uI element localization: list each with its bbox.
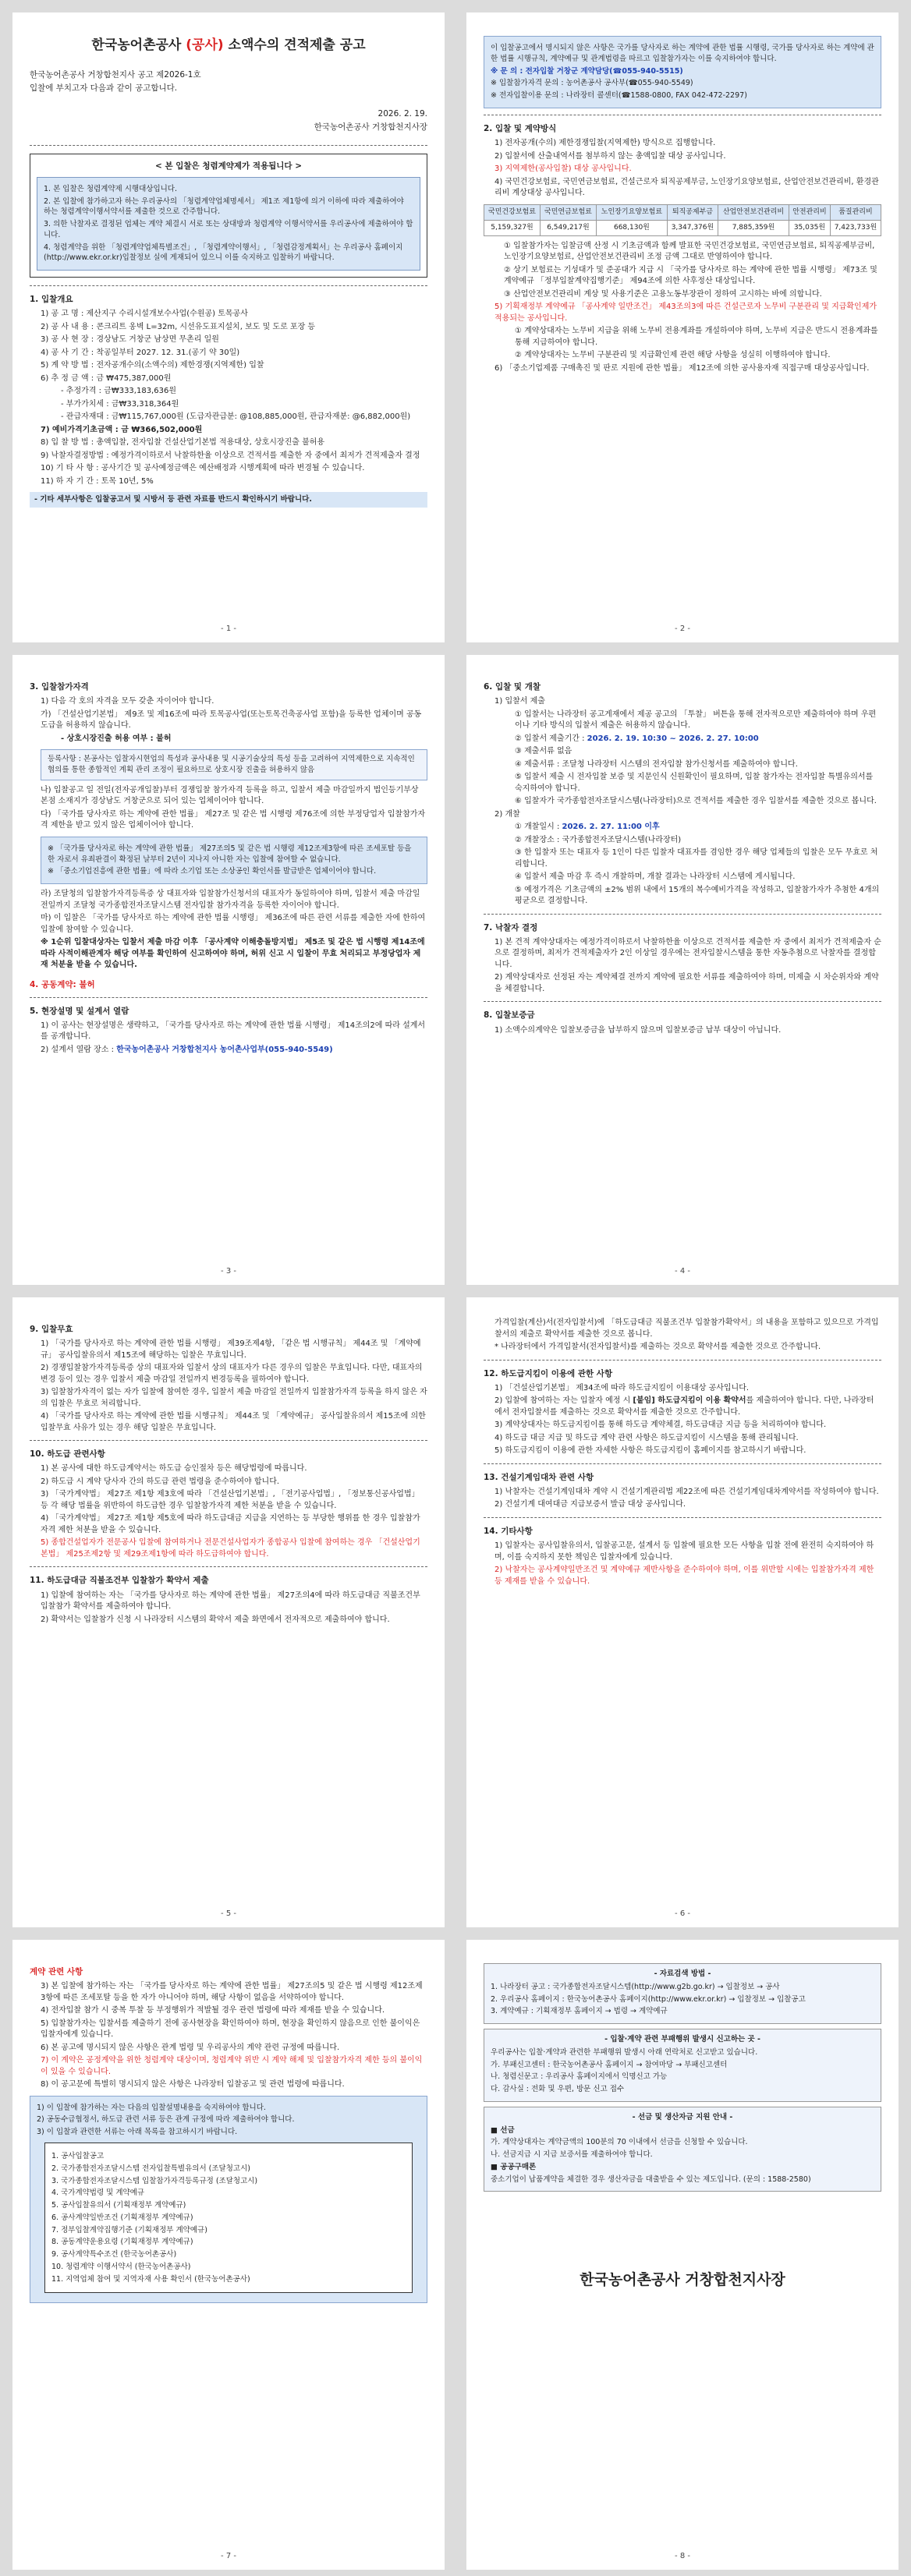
document-list-box: 1) 이 입찰에 참가하는 자는 다음의 입찰설명내용을 숙지하여야 합니다. 2) 공동수급협정서, 하도급 관련 서류 등은 관계 규정에 따라 제출하여야 합니다. 3) 이 입찰과 관련한 서류는 아래 목록을 참고하시기 바랍니다. 1. 공사입찰공고 2. 국가종합전자조달시스템 전자입찰특별유의서 (조달청고시) 3. 국가종합전자조달시스템 입찰참가자격등록규정 (조달청고시) 4. 국가계약법령 및 계약예규 5. 공사입찰유의서 (기획재정부 계약예규) 6. 공사계약일반조건 (기획재정부 계약예규) 7. 정부입찰계약집행기준 (기획재정부 계약예규) 8. 공동계약운용요령 (기획재정부 계약예규) 9. 공사계약특수조건 (한국농어촌공사) 10. 청렴계약 이행서약서 (한국농어촌공사) 11. 지역업체 참여 및 지역자재 사용 확인서 (한국농어촌공사) bbox=[30, 2096, 427, 2304]
section-heading: 10. 하도급 관련사항 bbox=[30, 1449, 105, 1460]
reference-box: - 자료검색 방법 - 1. 나라장터 공고 : 국가종합전자조달시스템(http://www.g2b.go.kr) → 입찰정보 → 공사 2. 우리공사 홈페이지 : 한국농어촌공사 홈페이지(http://www.ekr.or.kr) → 입찰정보 → 입찰공고 3. 계약예규 : 기획재정부 홈페이지 → 법령 → 계약예규 bbox=[484, 1963, 881, 2024]
page-number: - 6 - bbox=[675, 1909, 690, 1918]
notice-intro: 입찰에 부치고자 다음과 같이 공고합니다. bbox=[30, 83, 178, 93]
section-heading: 6. 입찰 및 개찰 bbox=[484, 682, 541, 692]
page-1: 한국농어촌공사 (공사) 소액수의 견적제출 공고 한국농어촌공사 거창합천지사 공고 제2026-1호 입찰에 부치고자 다음과 같이 공고합니다. 2026. 2. 19. 한국농어촌공사 거창합천지사장 < 본 입찰은 청렴계약제가 적용됩니다 > 1. 본 입찰은 청렴계약제 시행대상입니다. 2. 본 입찰에 참가하고자 하는 우리공사의 「청렴계약업체명세서」 제1조 제1항에 의거 이하에 따라 제출하여야 하는 청렴계약이행서약서를 제출한 것으로 간주합니다. 3. 의한 낙찰자로 결정된 업체는 계약 체결시 서로 또는 상대방과 청렴계약 이행서약서를 우리공사에 제출하여야 합니다. 4. 청렴계약을 위한 「청렴계약업체특별조건」, 「청렴계약이행서」, 「청렴감정계획서」는 우리공사 홈페이지(http://www.ekr.or.kr)입찰정보 실에 게재되어 있으니 이를 숙지하고 입찰하기 바랍니다. 1. 입찰개요 1) 공 고 명 : 제산지구 수리시설개보수사업(수원공) 토목공사 2) 공 사 내 용 : 콘크리트 옹벽 L=32m, 시선유도표지설치, 보도 및 도로 포장 등 3) 공 사 현 장 : 경상남도 거창군 남상면 무촌리 일원 4) 공 사 기 간 : 착공일부터 2027. 12. 31.(공기 약 30일) 5) 계 약 방 법 : 전자공개수의(소액수의) 제한경쟁(지역제한) 입찰 6) 추 정 금 액 : 금 ₩475,387,000원 - 추정가격 : 금₩333,183,636원 - 부가가치세 : 금₩33,318,364원 - 관급자재대 : 금₩115,767,000원 (도급자관급분: @108,885,000원, 관급자재분: @6,882,000원) 7) 예비가격기초금액 : 금 ₩366,502,000원 8) 입 찰 방 법 : 총액입찰, 전자입찰 건설산업기본법 적용대상, 상호시장진출 불허용 9) 낙찰자결정방법 : 예정가격이하로서 낙찰하한율 이상으로 견적서를 제출한 자 중에서 최저가 견적제출자 결정 10) 기 타 사 항 : 공사기간 및 공사예정금액은 예산배정과 시행계획에 따라 변경될 수 있습니다. 11) 하 자 기 간 : 토목 10년, 5% - 기타 세부사항은 입찰공고서 및 시방서 등 관련 자료를 반드시 확인하시기 바랍니다. - 1 - bbox=[12, 12, 445, 642]
page-4: 6. 입찰 및 개찰 1) 입찰서 제출 ① 입찰서는 나라장터 공고게재에서 제공 공고의 「투찰」 버튼을 통해 전자적으로만 제출하여야 하며 우편이나 기타 방식의 입찰서 제출은 허용하지 않습니다. ② 입찰서 제출기간 : 2026. 2. 19. 10:30 ~ 2026. 2. 27. 10:00 ③ 제출서류 없음 ④ 제출서류 : 조달청 나라장터 시스템의 전자입찰 참가신청서를 제출하여야 합니다. ⑤ 입찰서 제출 시 전자입찰 보증 및 지문인식 신원확인이 필요하며, 입찰 참가자는 전자입찰 특별유의서를 숙지하여야 합니다. ⑥ 입찰자가 국가종합전자조달시스템(나라장터)으로 견적서를 제출한 경우 입찰서를 제출한 것으로 봅니다. 2) 개찰 ① 개찰일시 : 2026. 2. 27. 11:00 이후 ② 개찰장소 : 국가종합전자조달시스템(나라장터) ③ 한 입찰자 또는 대표자 등 1인이 다른 입찰자 대표자를 겸임한 경우 해당 업체들의 입찰은 모두 무효로 처리합니다. ④ 입찰서 제출 마감 후 즉시 개찰하며, 개찰 결과는 나라장터 시스템에 게시됩니다. ⑤ 예정가격은 기초금액의 ±2% 범위 내에서 15개의 복수예비가격을 작성하고, 입찰참가자가 추첨한 4개의 평균으로 결정합니다. 7. 낙찰자 결정 1) 본 견적 계약상대자는 예정가격이하로서 낙찰하한율 이상으로 견적서를 제출한 자 중에서 최저가 견적제출자 순으로 결정하며, 최저가 견적제출자가 2인 이상일 경우에는 전자입찰시스템을 통한 자동추첨으로 낙찰자를 결정합니다. 2) 계약상대자로 선정된 자는 계약체결 전까지 계약에 필요한 서류를 제출하여야 하며, 미제출 시 차순위자와 계약을 체결합니다. 8. 입찰보증금 1) 소액수의계약은 입찰보증금을 납부하지 않으며 입찰보증금 납부 대상이 아닙니다. - 4 - bbox=[466, 655, 899, 1285]
section-heading: 5. 현장설명 및 설계서 열람 bbox=[30, 1006, 129, 1016]
insurance-table: 국민건강보험료 국민연금보험료 노인장기요양보험료 퇴직공제부금 산업안전보건관리비 안전관리비 품질관리비 5,159,327원 6,549,217원 668,130원 3,347,376원 7,885,359원 35,035원 7,423,733원 bbox=[484, 204, 881, 236]
list-item: 1. 공사입찰공고 bbox=[51, 2152, 105, 2161]
page-2: 이 입찰공고에서 명시되지 않은 사항은 국가를 당사자로 하는 계약에 관한 법률 시행령, 국가를 당사자로 하는 계약에 관한 법률 시행규칙, 계약예규 및 관계법령을 따르고 입찰참가자는 이를 숙지하여야 합니다. ※ 문 의 : 전자입찰 거창군 계약담당(☎055-940-5515) ※ 입찰참가자격 문의 : 농어촌공사 공사부(☎055-940-5549) ※ 전자입찰이용 문의 : 나라장터 콜센터(☎1588-0800, FAX 042-472-2297) 2. 입찰 및 계약방식 1) 전자공개(수의) 제한경쟁입찰(지역제한) 방식으로 집행합니다. 2) 입찰서에 산출내역서를 첨부하지 않는 총액입찰 대상 공사입니다. 3) 지역제한(공사입찰) 대상 공사입니다. 4) 국민건강보험료, 국민연금보험료, 건설근로자 퇴직공제부금, 노인장기요양보험료, 산업안전보건관리비, 환경관리비 계상대상 공사입니다. 국민건강보험료 국민연금보험료 노인장기요양보험료 퇴직공제부금 산업안전보건관리비 안전관리비 품질관리비 5,159,327원 6,549,217원 668,130원 3,347,376원 7,885,359원 35,035원 7,423,733원 ① 입찰참가자는 입찰금액 산정 시 기초금액과 함께 발표한 국민건강보험료, 국민연금보험료, 퇴직공제부금비, 노인장기요양보험료, 산업안전보건관리비 조정 금액 그대로 반영하여야 합니다. ② 상기 보험료는 기성대가 및 준공대가 지급 시 「국가를 당사자로 하는 계약에 관한 법률 시행령」 제73조 및 계약예규 「정부입찰계약집행기준」 제94조에 의한 사후정산 대상입니다. ③ 산업안전보건관리비 계상 및 사용기준은 고용노동부장관이 정하여 고시하는 바에 의합니다. 5) 기획재정부 계약예규 「공사계약 일반조건」 제43조의3에 따른 건설근로자 노무비 구분관리 및 지급확인제가 적용되는 공사입니다. ① 계약상대자는 노무비 지급을 위해 노무비 전용계좌를 개설하여야 하며, 노무비 지급은 반드시 전용계좌를 통해 지급하여야 합니다. ② 계약상대자는 노무비 구분관리 및 지급확인제 관련 해당 사항을 성실히 이행하여야 합니다. 6) 「중소기업제품 구매촉진 및 판로 지원에 관한 법률」 제12조에 의한 공사용자재 직접구매 대상공사입니다. - 2 - bbox=[466, 12, 899, 642]
section-heading: 11. 하도급대금 직불조건부 입찰참가 확약서 제출 bbox=[30, 1576, 209, 1586]
page-8 bbox=[466, 1940, 899, 2570]
integrity-box: < 본 입찰은 청렴계약제가 적용됩니다 > 1. 본 입찰은 청렴계약제 시행대상입니다. 2. 본 입찰에 참가하고자 하는 우리공사의 「청렴계약업체명세서」 제1조 제1항에 의거 이하에 따라 제출하여야 하는 청렴계약이행서약서를 제출한 것으로 간주합니다. 3. 의한 낙찰자로 결정된 업체는 계약 체결시 서로 또는 상대방과 청렴계약 이행서약서를 우리공사에 제출하여야 합니다. 4. 청렴계약을 위한 「청렴계약업체특별조건」, 「청렴계약이행서」, 「청렴감정계획서」는 우리공사 홈페이지(http://www.ekr.or.kr)입찰정보 실에 게재되어 있으니 이를 숙지하고 입찰하기 바랍니다. bbox=[30, 154, 427, 278]
advance-payment-box: - 선금 및 생산자금 지원 안내 - ■ 선금 가. 계약상대자는 계약금액의 100분의 70 이내에서 선금을 신청할 수 있습니다. 나. 선금지급 시 지급 보증서를 제출하여야 합니다. ■ 공공구매론 중소기업이 납품계약을 체결한 경우 생산자금을 대출받을 수 있는 제도입니다. (문의 : 1588-2580) bbox=[484, 2107, 881, 2192]
info-strip: - 기타 세부사항은 입찰공고서 및 시방서 등 관련 자료를 반드시 확인하시기 바랍니다. bbox=[30, 492, 427, 508]
notice-date: 2026. 2. 19. bbox=[378, 109, 427, 119]
list-item: 11. 지역업체 참여 및 지역자재 사용 확인서 (한국농어촌공사) bbox=[51, 2274, 250, 2284]
report-box: - 입찰·계약 관련 부패행위 발생시 신고하는 곳 - 우리공사는 입찰·계약과 관련한 부패행위 발생시 아래 연락처로 신고받고 있습니다. 가. 부패신고센터 : 한국농어촌공사 홈페이지 → 참여마당 → 부패신고센터 나. 청렴신문고 : 우리공사 홈페이지에서 익명신고 가능 다. 감사실 : 전화 및 우편, 방문 신고 접수 bbox=[484, 2029, 881, 2102]
page-number: - 4 - bbox=[675, 1266, 690, 1276]
list-item: 3. 국가종합전자조달시스템 입찰참가자격등록규정 (조달청고시) bbox=[51, 2176, 258, 2185]
notice-title: 한국농어촌공사 (공사) 소액수의 견적제출 공고 bbox=[91, 37, 366, 53]
contact-box: 이 입찰공고에서 명시되지 않은 사항은 국가를 당사자로 하는 계약에 관한 법률 시행령, 국가를 당사자로 하는 계약에 관한 법률 시행규칙, 계약예규 및 관계법령을 따르고 입찰참가자는 이를 숙지하여야 합니다. ※ 문 의 : 전자입찰 거창군 계약담당(☎055-940-5515) ※ 입찰참가자격 문의 : 농어촌공사 공사부(☎055-940-5549) ※ 전자입찰이용 문의 : 나라장터 콜센터(☎1588-0800, FAX 042-472-2297) bbox=[484, 36, 881, 108]
section-heading: 7. 낙찰자 결정 bbox=[484, 922, 538, 932]
list-item: 6. 공사계약일반조건 (기획재정부 계약예규) bbox=[51, 2213, 193, 2222]
list-item: 9. 공사계약특수조건 (한국농어촌공사) bbox=[51, 2250, 177, 2259]
page-number: - 5 - bbox=[221, 1909, 236, 1918]
notice-org: 한국농어촌공사 거창합천지사장 bbox=[314, 122, 427, 133]
list-item: 7. 정부입찰계약집행기준 (기획재정부 계약예규) bbox=[51, 2225, 207, 2235]
page-number: - 8 - bbox=[675, 2551, 690, 2560]
page-7: 계약 관련 사항 3) 본 입찰에 참가하는 자는 「국가를 당사자로 하는 계약에 관한 법률」 제27조의5 및 같은 법 시행령 제12조제3항에 따른 조세포탈 등을 한 자가 아니어야 하며, 해당 사항이 없음을 서약하여야 합니다. 4) 전자입찰 참가 시 중복 투찰 등 부정행위가 적발될 경우 관련 법령에 따라 제재를 받을 수 있습니다. 5) 입찰참가자는 입찰서를 제출하기 전에 공사현장을 확인하여야 하며, 현장을 확인하지 않음으로 인한 불이익은 입찰자에게 있습니다. 6) 본 공고에 명시되지 않은 사항은 관계 법령 및 우리공사의 계약 관련 규정에 따릅니다. 7) 이 계약은 공정계약을 위한 청렴계약 대상이며, 청렴계약 위반 시 계약 해제 및 입찰참가자격 제한 등의 불이익이 있을 수 있습니다. 8) 이 공고문에 특별히 명시되지 않은 사항은 나라장터 입찰공고 및 관련 법령에 따릅니다. 1) 이 입찰에 참가하는 자는 다음의 입찰설명내용을 숙지하여야 합니다. 2) 공동수급협정서, 하도급 관련 서류 등은 관계 규정에 따라 제출하여야 합니다. 3) 이 입찰과 관련한 서류는 아래 목록을 참고하시기 바랍니다. 1. 공사입찰공고 2. 국가종합전자조달시스템 전자입찰특별유의서 (조달청고시) 3. 국가종합전자조달시스템 입찰참가자격등록규정 (조달청고시) 4. 국가계약법령 및 계약예규 5. 공사입찰유의서 (기획재정부 계약예규) 6. 공사계약일반조건 (기획재정부 계약예규) 7. 정부입찰계약집행기준 (기획재정부 계약예규) 8. 공동계약운용요령 (기획재정부 계약예규) 9. 공사계약특수조건 (한국농어촌공사) 10. 청렴계약 이행서약서 (한국농어촌공사) 11. 지역업체 참여 및 지역자재 사용 확인서 (한국농어촌공사) - 7 - bbox=[12, 1940, 445, 2570]
section-heading: 12. 하도급지킴이 이용에 관한 사항 bbox=[484, 1368, 613, 1378]
section-heading: 13. 건설기계임대차 관련 사항 bbox=[484, 1472, 594, 1482]
page-3: 3. 입찰참가자격 1) 다음 각 호의 자격을 모두 갖춘 자이어야 합니다. 가) 「건설산업기본법」 제9조 및 제16조에 따라 토목공사업(또는토목건축공사업 포함)을 등록한 업체이며 공동도급을 허용하지 않습니다. - 상호시장진출 허용 여부 : 불허 등록사항 : 본공사는 입찰자시현업의 특성과 공사내용 및 시공기술상의 특성 등을 고려하여 지역제한으로 지속적인 협의를 통한 종합적인 계획 관리 조정이 필요하므로 상호시장 진출을 허용하지 않음 나) 입찰공고 일 전일(전자공개입찰)부터 경쟁입찰 참가자격 등록을 하고, 입찰서 제출 마감일까지 법인등기부상 본점 소재지가 경상남도 거창군으로 되어 있는 업체이어야 합니다. 다) 「국가를 당사자로 하는 계약에 관한 법률」 제27조 및 같은 법 시행령 제76조에 의한 부정당업자 입찰참가자격 제한을 받고 있지 않은 업체이어야 합니다. ※ 「국가를 당사자로 하는 계약에 관한 법률」 제27조의5 및 같은 법 시행령 제12조제3항에 따른 조세포탈 등을 한 자로서 유죄판결이 확정된 날부터 2년이 지나지 아니한 자는 입찰에 참여할 수 없습니다. ※ 「중소기업진흥에 관한 법률」에 따라 소기업 또는 소상공인 확인서를 발급받은 업체이어야 합니다. 라) 조달청의 입찰참가자격등록증 상 대표자와 입찰참가신청서의 대표자가 동일하여야 하며, 입찰서 제출 마감일 전일까지 조달청 국가종합전자조달시스템 전자입찰 참가자격을 등록한 자이어야 합니다. 마) 이 입찰은 「국가를 당사자로 하는 계약에 관한 법률 시행령」 제36조에 따른 관련 서류를 제출한 자에 한하여 입찰에 참여할 수 있습니다. ※ 1순위 입찰대상자는 입찰서 제출 마감 이후 「공사계약 이해충돌방지법」 제5조 및 같은 법 시행령 제14조에 따라 사적이해관계자 해당 여부를 확인하여 신고하여야 하며, 허위 신고 시 입찰이 무효 처리되고 부정당업자 제재 처분을 받을 수 있습니다. 4. 공동계약: 불허 5. 현장설명 및 설계서 열람 1) 이 공사는 현장설명은 생략하고, 「국가를 당사자로 하는 계약에 관한 법률 시행령」 제14조의2에 따라 설계서를 공개합니다. 2) 설계서 열람 장소 : 한국농어촌공사 거창합천지사 농어촌사업부(055-940-5549) - 3 - bbox=[12, 655, 445, 1285]
list-item: 2. 국가종합전자조달시스템 전자입찰특별유의서 (조달청고시) bbox=[51, 2164, 250, 2173]
notice-number: 한국농어촌공사 거창합천지사 공고 제2026-1호 bbox=[30, 69, 201, 80]
section-heading: 8. 입찰보증금 bbox=[484, 1010, 535, 1021]
page-number: - 3 - bbox=[221, 1266, 236, 1276]
signature-org: 한국농어촌공사 거창합천지사장 bbox=[580, 2271, 785, 2289]
page-number: - 7 - bbox=[221, 2551, 236, 2560]
list-item: 4. 국가계약법령 및 계약예규 bbox=[51, 2189, 145, 2198]
list-item: 8. 공동계약운용요령 (기획재정부 계약예규) bbox=[51, 2238, 193, 2247]
list-item: 5. 공사입찰유의서 (기획재정부 계약예규) bbox=[51, 2201, 186, 2210]
list-item: 10. 청렴계약 이행서약서 (한국농어촌공사) bbox=[51, 2262, 191, 2271]
page-number: - 1 - bbox=[221, 624, 236, 633]
section-heading: 계약 관련 사항 bbox=[30, 1967, 83, 1976]
page-6: 가격입찰(계산)서(전자입찰서)에 「하도급대금 직불조건부 입찰참가확약서」의 내용을 포함하고 있으므로 가격입찰서의 제출로 확약서를 제출한 것으로 봅니다. * 나라장터에서 가격입찰서(전자입찰서)를 제출하는 것으로 확약서를 제출한 것으로 간주합니다. 12. 하도급지킴이 이용에 관한 사항 1) 「건설산업기본법」 제34조에 따라 하도급지킴이 이용대상 공사입니다. 2) 입찰에 참여하는 자는 입찰자 예정 시 [붙임] 하도급지킴이 이용 확약서를 제출하여야 합니다. 다만, 나라장터에서 전자입찰서를 제출하는 것으로 확약서를 제출한 것으로 간주합니다. 3) 계약상대자는 하도급지킴이를 통해 하도급 계약체결, 하도급대금 지급 등을 처리하여야 합니다. 4) 하도급 대금 지급 및 하도급 계약 관련 사항은 하도급지킴이 시스템을 통해 관리됩니다. 5) 하도급지킴이 이용에 관한 자세한 사항은 하도급지킴이 홈페이지를 참고하시기 바랍니다. 13. 건설기계임대차 관련 사항 1) 낙찰자는 건설기계임대차 계약 시 건설기계관리법 제22조에 따른 건설기계임대차계약서를 작성하여야 합니다. 2) 건설기계 대여대금 지급보증서 발급 대상 공사입니다. 14. 기타사항 1) 입찰자는 공사입찰유의서, 입찰공고문, 설계서 등 입찰에 필요한 모든 사항을 입찰 전에 완전히 숙지하여야 하며, 이를 숙지하지 못한 책임은 입찰자에게 있습니다. 2) 낙찰자는 공사계약일반조건 및 계약예규 제반사항을 준수하여야 하며, 이를 위반할 시에는 입찰참가자격 제한 등 제재를 받을 수 있습니다. - 6 - bbox=[466, 1297, 899, 1927]
page-5: 9. 입찰무효 1) 「국가를 당사자로 하는 계약에 관한 법률 시행령」 제39조제4항, 「같은 법 시행규칙」 제44조 및 「계약예규」 공사입찰유의서 제15조에 해당하는 입찰은 무효입니다. 2) 경쟁입찰참가자격등록증 상의 대표자와 입찰서 상의 대표자가 다른 경우의 입찰은 무효입니다. 다만, 대표자의 변경 등이 있는 경우 입찰서 제출 마감일 전일까지 변경등록을 필하여야 합니다. 3) 입찰참가자격이 없는 자가 입찰에 참여한 경우, 입찰서 제출 마감일 전일까지 입찰참가자격 등록을 하지 않은 자의 입찰은 무효로 처리합니다. 4) 「국가를 당사자로 하는 계약에 관한 법률 시행규칙」 제44조 및 「계약예규」 공사입찰유의서 제15조에 의한 입찰무효 사유가 있는 경우 해당 입찰은 무효입니다. 10. 하도급 관련사항 1) 본 공사에 대한 하도급계약서는 하도급 승인절차 등은 해당법령에 따릅니다. 2) 하도급 시 계약 당사자 간의 하도급 관련 법령을 준수하여야 합니다. 3) 「국가계약법」 제27조 제1항 제3호에 따라 「건설산업기본법」, 「전기공사업법」, 「정보통신공사업법」 등 각 해당 법률을 위반하여 하도급한 경우 입찰참가자격 제한 처분을 받을 수 있습니다. 4) 「국가계약법」 제27조 제1항 제5호에 따라 하도급대금 지급을 지연하는 등 부당한 행위를 한 경우 입찰참가자격 제한 처분을 받을 수 있습니다. 5) 종합건설업자가 전문공사 입찰에 참여하거나 전문건설사업자가 종합공사 입찰에 참여하는 경우 「건설산업기본법」 제25조제2항 및 제29조제1항에 따라 하도급하여야 합니다. 11. 하도급대금 직불조건부 입찰참가 확약서 제출 1) 입찰에 참여하는 자는 「국가를 당사자로 하는 계약에 관한 법률」 제27조의4에 따라 하도급대금 직불조건부 입찰참가 확약서를 제출하여야 합니다. 2) 확약서는 입찰참가 신청 시 나라장터 시스템의 확약서 제출 화면에서 전자적으로 제출하여야 합니다. - 5 - bbox=[12, 1297, 445, 1927]
section-heading: 9. 입찰무효 bbox=[30, 1325, 73, 1334]
section-heading: 4. 공동계약: 불허 bbox=[30, 979, 95, 989]
section-heading: 1. 입찰개요 bbox=[30, 295, 73, 305]
section-heading: 3. 입찰참가자격 bbox=[30, 682, 89, 692]
page-number: - 2 - bbox=[675, 624, 690, 633]
section-heading: 2. 입찰 및 계약방식 bbox=[484, 123, 557, 133]
section-heading: 14. 기타사항 bbox=[484, 1526, 533, 1536]
